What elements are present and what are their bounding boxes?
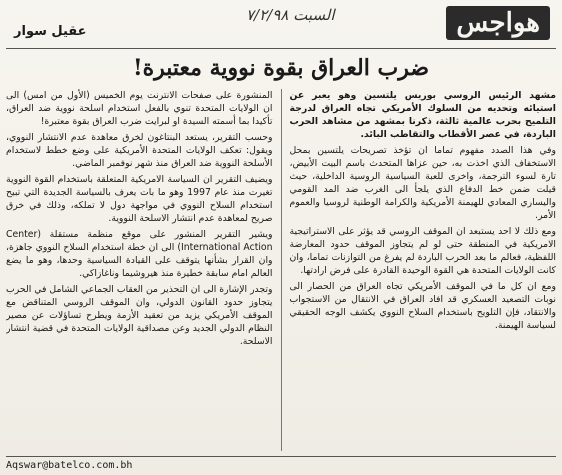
paragraph: ويضيف التقرير ان السياسة الامريكية المتعلقة باستخدام القوة النووية تغيرت منذ عام 1997 وهو ما بات يعرف بالسياسة الجديدة التي تبيح استخدام السلاح النووي في مواجهة دول لا تملكه، وذلك في خرق صريح لمعاهدة عدم انتشار الاسلحة النووية. [6, 174, 273, 224]
article-column-right [290, 89, 557, 451]
footer-rule [6, 456, 556, 457]
paragraph: وحسب التقرير، يستعد البنتاغون لخرق معاهدة عدم الانتشار النووي، ويقول: تعكف الولايات المتحدة الأمريكية على وضع خطط لاستخدام الأسلحة النووية ضد العراق منذ شهر نوفمبر الماضي. [6, 132, 273, 169]
paragraph: المنشورة على صفحات الانترنت يوم الخميس (الأول من امس) الى ان الولايات المتحدة تنوي بالفعل استخدام اسلحة نووية ضد العراق، تأكيدا بما أسمته السيدة او لبرايت ضرب العراق بقوة معتبرة! [6, 90, 273, 127]
paragraph: وتجدر الإشارة الى ان التحذير من العقاب الجماعي الشامل في الحرب يتجاوز حدود القانون الدولي، وان الموقف الروسي المتناقض مع الموقف الأمريكي يزيد من تعقيد الأزمة ويطرح تساؤلات عن مصير النظام الدولي الجديد وعن مصداقية الولايات المتحدة في قضية انتشار الاسلحة. [6, 284, 273, 347]
paragraph: ويشير التقرير المنشور على موقع منظمة مستقلة (Center International Action) الى ان خطة استخدام السلاح النووي جاهزة، وان القرار بشأنها يتوقف على القيادة السياسية وحدها، وهو ما يضع العالم امام سابقة خطيرة منذ هيروشيما وناغازاكي. [6, 229, 273, 279]
column-divider [281, 89, 282, 451]
header-rule [6, 48, 556, 49]
paragraph: ومع ان كل ما في الموقف الأمريكي تجاه العراق من الحصار الى نوبات التصعيد العسكري قد افاد العراق في الانتقال من الاستجواب والانتقاد، فإن التلويح باستخدام السلاح النووي يكشف الوجه الحقيقي لسياسة الهيمنة. [289, 281, 556, 331]
article-body [6, 89, 556, 451]
column-header [6, 4, 556, 46]
paragraph: مشهد الرئيس الروسي بوريس يلتسين وهو يعبر عن استيائه وتحديه من السلوك الأمريكي تجاه العراق لدرجة التلميح بحرب عالمية ثالثة، ذكرنا بمشهد من مشاهد الحرب الباردة، في عصر الأقطاب والتقاطب البائد. [289, 90, 556, 140]
paragraph: وفي هذا الصدد مفهوم تماما ان تؤخذ تصريحات يلتسين بمحل الاستخفاف الذي اخذت به، حين عزاها المتحدث باسم البيت الأبيض، تارة لسوء الترجمة، واخرى للعبة السياسية الروسية الداخلية، حيث قيلت ضمن خط الدفاع الذي يلجأ الى الغرب ضد المد القومي واليساري المعادي للهيمنة الأمريكية والكرامة الوطنية لروسيا والعموم الأمر. [289, 145, 556, 221]
article-column-left [6, 89, 273, 451]
article-headline: ضرب العراق بقوة نووية معتبرة! [132, 55, 430, 81]
handwritten-date: السبت ٧/٢/٩٨ [246, 6, 335, 24]
column-name: هواجس [446, 6, 550, 40]
author-name: عقيل سوار [14, 24, 87, 39]
paragraph: ومع ذلك لا احد يستبعد ان الموقف الروسي قد يؤثر على الاستراتيجية الامريكية في المنطقة حتى لو لم يتجاوز الموقف حدود المعارضة اللفظية، فعالم ما بعد الحرب الباردة لم يفرغ من التوازنات تماما، وان كانت الولايات المتحدة هي القوة الوحيدة القادرة على فرض ارادتها. [289, 226, 556, 276]
author-email: Aqswar@batelco.com.bh [6, 460, 133, 471]
